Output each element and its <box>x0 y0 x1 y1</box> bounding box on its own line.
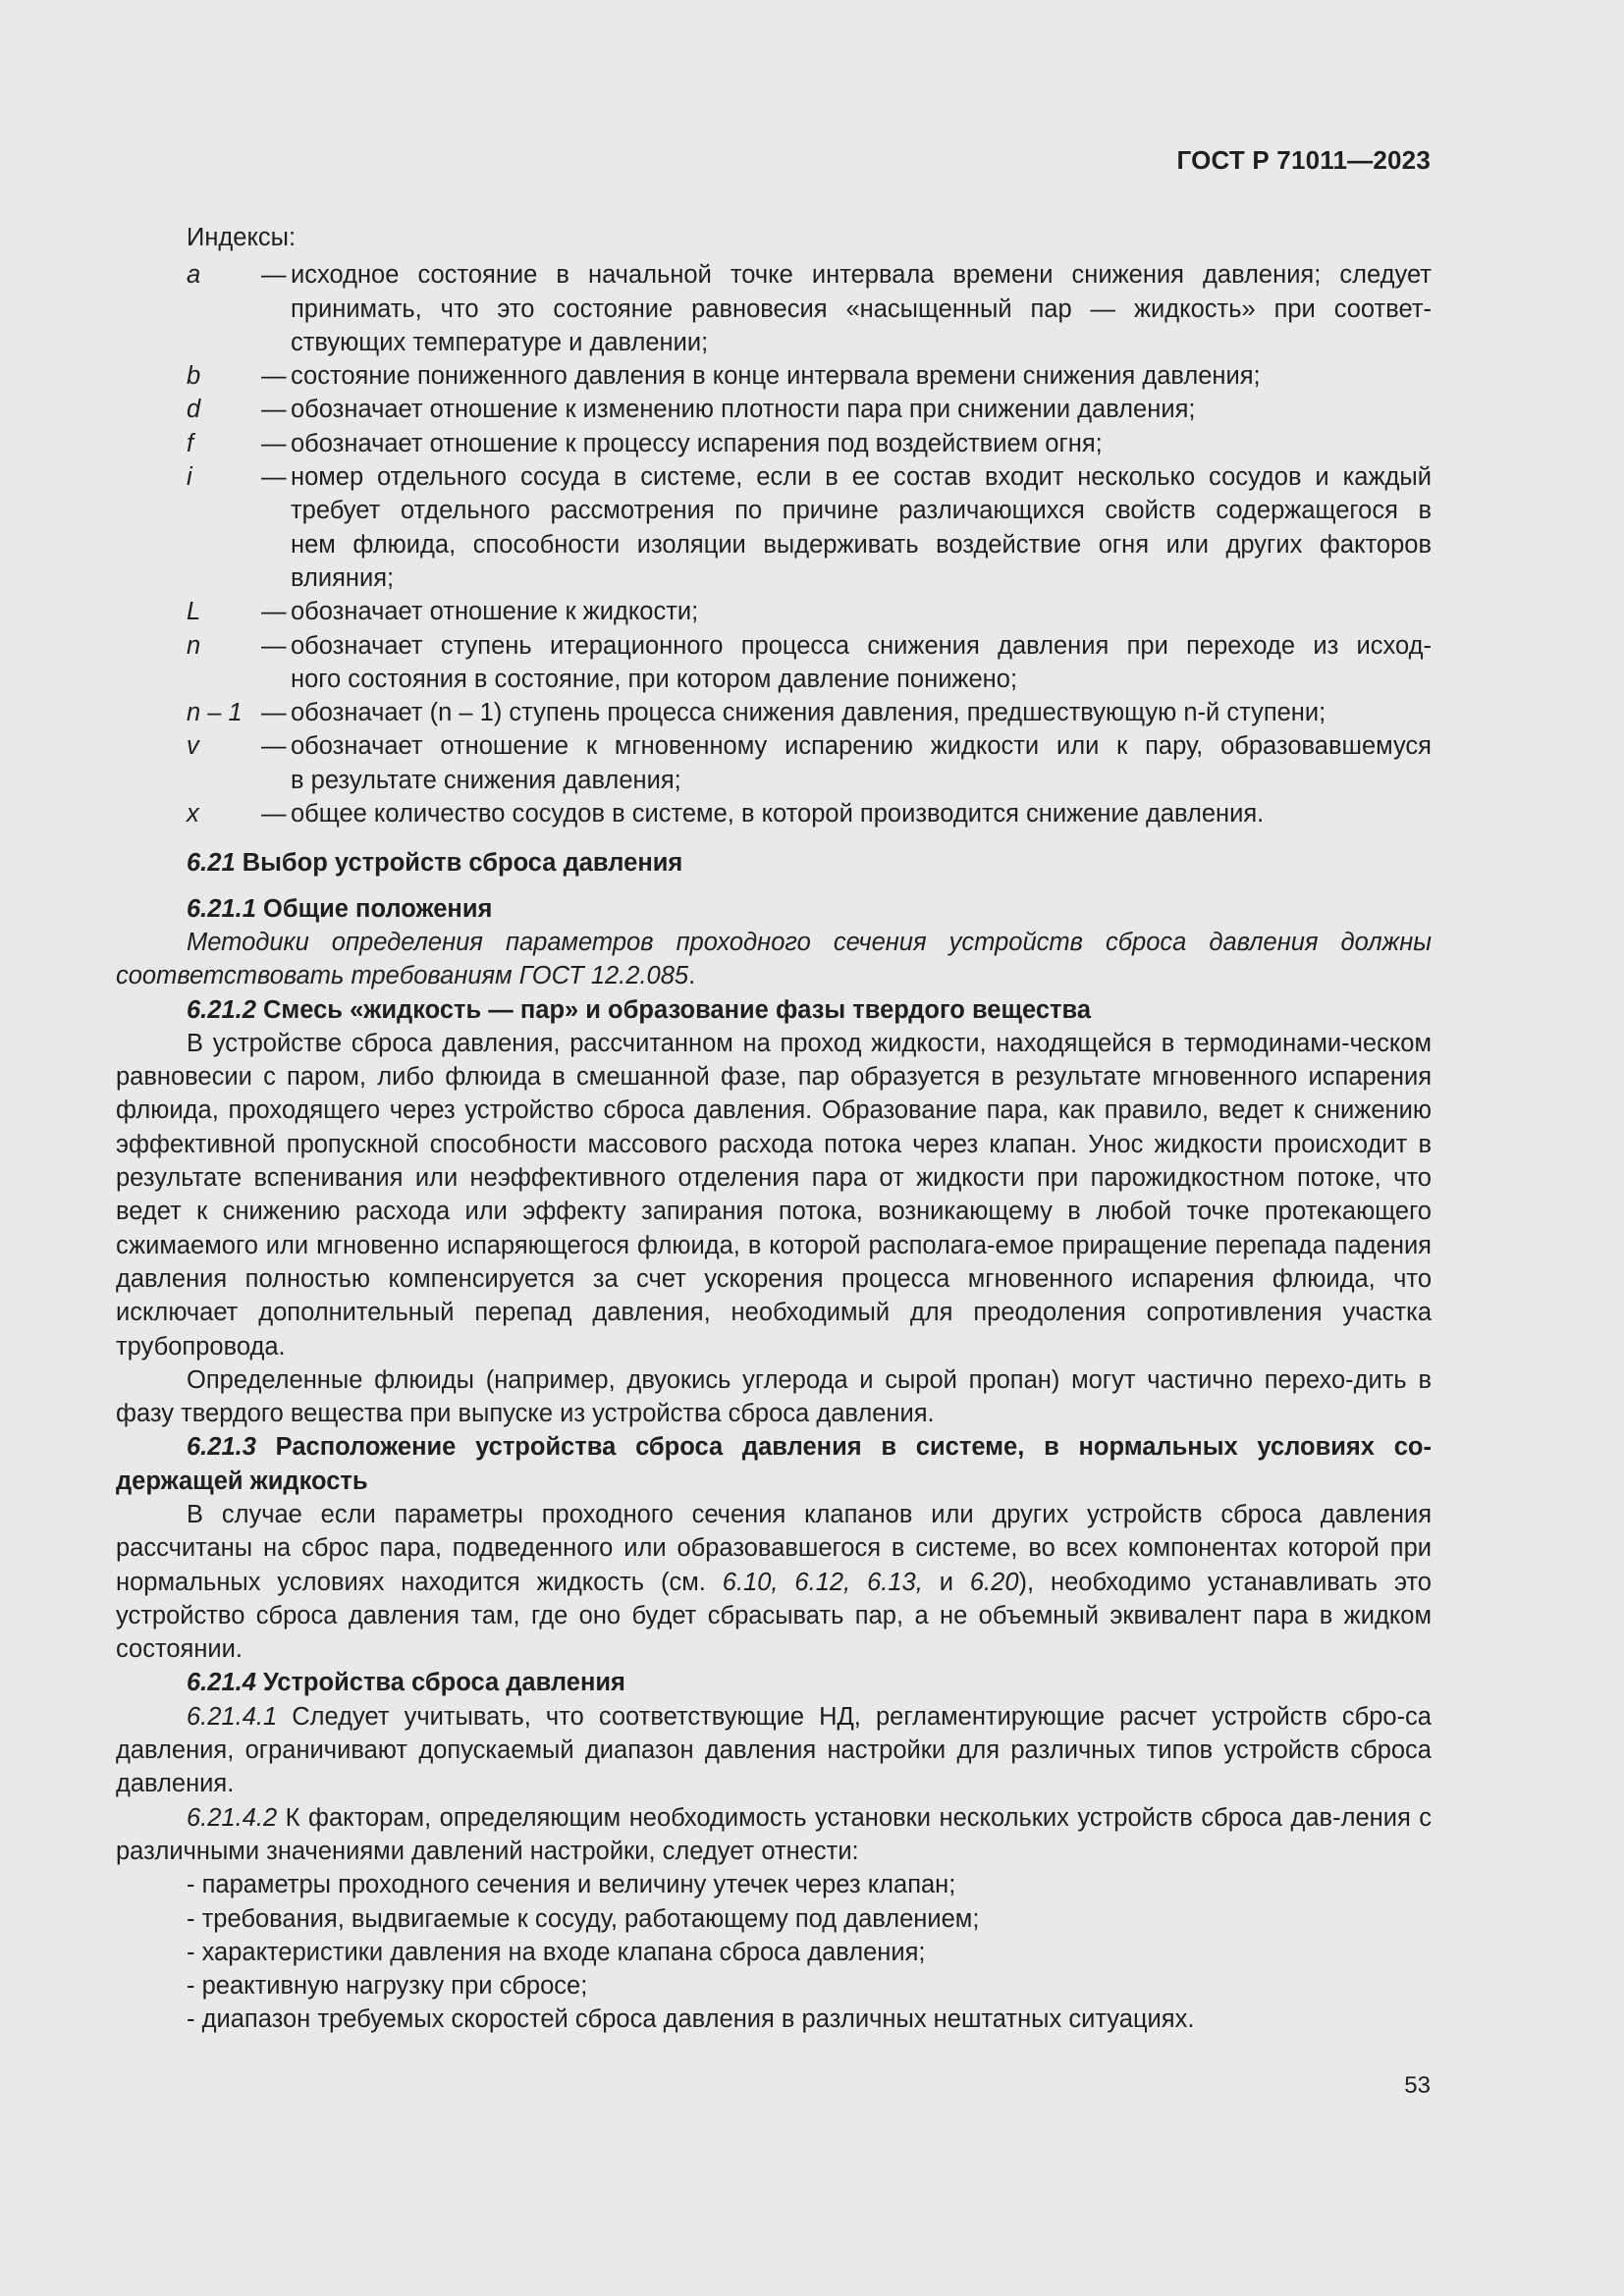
index-description-line: обозначает ступень итерационного процесса снижения давления при переходе из исход- <box>291 631 1432 660</box>
factor-item: - диапазон требуемых скоростей сброса давления в различных нештатных ситуациях. <box>187 2005 1195 2034</box>
index-description <box>291 359 1432 393</box>
factor-item: - параметры проходного сечения и величину утечек через клапан; <box>187 1871 956 1899</box>
section-6-21-1-heading <box>116 892 1432 926</box>
paragraph-end: . <box>688 962 696 990</box>
paragraph-text: В случае если параметры проходного сечения клапанов или других устройств сброса давления рассчитаны на сброс пара, подведенного или образовавшегося в системе, во всех компонентах которой при нормальных условиях находится жидкость (см. <box>116 1500 1432 1596</box>
index-description-line: исходное состояние в начальной точке интервала времени снижения давления; следует <box>291 261 1432 290</box>
indices-list <box>187 258 1432 830</box>
paragraph-line: соответствовать требованиям ГОСТ 12.2.085 <box>116 962 689 990</box>
factors-list <box>116 1868 1432 2036</box>
paragraph-line: Методики определения параметров проходного сечения устройств сброса давления должны <box>187 928 1432 956</box>
clause-reference: 6.10, 6.12, 6.13, <box>722 1568 923 1596</box>
section-6-21-3-paragraph <box>116 1498 1432 1666</box>
index-entry <box>187 460 1432 595</box>
index-description-line: обозначает отношение к процессу испарения под воздействием огня; <box>291 429 1103 457</box>
index-description-line: общее количество сосудов в системе, в которой производится снижение давления. <box>291 800 1265 828</box>
section-6-21-2-paragraph-1: В устройстве сброса давления, рассчитанном на проход жидкости, находящейся в термодинами-ческом равновесии с паром, либо флюида в смешанной фазе, пар образуется в результате мгновенного испарения флюида, проходящего через устройство сброса давления. Образование пара, как правило, ведет к снижению эффективной пропускной способности массового расхода потока через клапан. Унос жидкости происходит в результате вспенивания или неэффективного отделения пара от жидкости при парожидкостном потоке, что ведет к снижению расхода или эффекту запирания потока, возникающему в любой точке протекающего сжимаемого или мгновенно испаряющегося флюида, в которой располага-емое приращение перепада падения давления полностью компенсируется за счет ускорения процесса мгновенного испарения флюида, что исключает дополнительный перепад давления, необходимый для преодоления сопротивления участка трубопровода. <box>116 1029 1432 1361</box>
section-6-21-2-heading <box>116 993 1432 1027</box>
index-entry <box>187 696 1432 729</box>
index-description <box>291 797 1432 830</box>
index-symbol: x <box>187 800 199 828</box>
clause-number: 6.21.4.1 <box>187 1702 278 1731</box>
section-6-21-heading <box>116 846 1432 880</box>
document-code-header: ГОСТ Р 71011—2023 <box>1176 145 1431 175</box>
index-description <box>291 729 1432 797</box>
index-description-line: ного состояния в состояние, при котором давление понижено; <box>291 665 1018 693</box>
heading-line <box>116 1430 1432 1464</box>
section-6-21-2-paragraph-2: Определенные флюиды (например, двуокись углерода и сырой пропан) могут частично перехо-дить в фазу твердого вещества при выпуске из устройства сброса давления. <box>116 1365 1432 1428</box>
index-description-line: состояние пониженного давления в конце интервала времени снижения давления; <box>291 362 1261 391</box>
index-entry <box>187 629 1432 697</box>
factor-item: - требования, выдвигаемые к сосуду, работающему под давлением; <box>187 1904 980 1933</box>
index-description-line: обозначает отношение к мгновенному испарению жидкости или к пару, образовавшемуся <box>291 732 1432 761</box>
section-title: Смесь «жидкость — пар» и образование фазы твердого вещества <box>263 995 1092 1024</box>
index-dash: — <box>261 463 287 492</box>
clause-reference: 6.20 <box>969 1568 1019 1596</box>
index-symbol: n <box>187 631 201 660</box>
factor-item: - характеристики давления на входе клапана сброса давления; <box>187 1938 926 1966</box>
index-symbol: L <box>187 598 201 626</box>
section-number: 6.21.3 <box>187 1433 256 1462</box>
section-title: Общие положения <box>263 894 493 923</box>
index-description <box>291 258 1432 359</box>
index-description-line: нем флюида, способности изоляции выдерживать воздействие огня или других факторов <box>291 530 1432 559</box>
index-description-line: требует отдельного рассмотрения по причине различающихся свойств содержащегося в <box>291 497 1432 525</box>
section-6-21-1-paragraph <box>116 926 1432 993</box>
index-dash: — <box>261 699 287 727</box>
section-6-21-4-2-paragraph <box>116 1801 1432 1869</box>
section-title-line-1: Расположение устройства сброса давления в системе, в нормальных условиях со- <box>275 1433 1432 1462</box>
paragraph-text: К факторам, определяющим необходимость установки нескольких устройств сброса дав-ления с различными значениями давлений настройки, следует отнести: <box>116 1803 1432 1865</box>
index-symbol: n – 1 <box>187 699 243 727</box>
index-dash: — <box>261 429 287 457</box>
index-description <box>291 696 1432 729</box>
index-description <box>291 427 1432 460</box>
index-entry <box>187 258 1432 359</box>
index-entry <box>187 797 1432 830</box>
index-entry <box>187 729 1432 797</box>
paragraph-text: и <box>922 1568 970 1596</box>
index-symbol: b <box>187 362 201 391</box>
page-number: 53 <box>1404 2072 1431 2099</box>
clause-number: 6.21.4.2 <box>187 1803 278 1832</box>
index-description-line: принимать, что это состояние равновесия «насыщенный пар — жидкость» при соответ- <box>291 294 1432 323</box>
index-entry <box>187 359 1432 393</box>
paragraph-text: ), необходимо устанавливать это устройство сброса давления там, где оно будет сбрасывать пар, а не объемный эквивалент пара в жидком состоянии. <box>116 1568 1432 1664</box>
index-symbol: f <box>187 429 194 457</box>
section-number: 6.21.1 <box>187 894 256 923</box>
index-description <box>291 629 1432 697</box>
index-description <box>291 393 1432 426</box>
index-description-line: ствующих температуре и давлении; <box>291 328 709 356</box>
section-6-21-3-heading <box>116 1430 1432 1498</box>
index-dash: — <box>261 598 287 626</box>
index-dash: — <box>261 362 287 391</box>
index-description <box>291 595 1432 628</box>
index-description-line: обозначает отношение к жидкости; <box>291 598 699 626</box>
index-description-line: в результате снижения давления; <box>291 766 681 794</box>
index-description-line: обозначает отношение к изменению плотности пара при снижении давления; <box>291 396 1196 424</box>
factor-item: - реактивную нагрузку при сбросе; <box>187 1972 588 2001</box>
index-entry <box>187 393 1432 426</box>
section-6-21-4-1-paragraph <box>116 1700 1432 1801</box>
index-symbol: i <box>187 463 192 492</box>
section-number: 6.21 <box>187 849 236 878</box>
index-entry <box>187 595 1432 628</box>
index-entry <box>187 427 1432 460</box>
index-symbol: v <box>187 732 199 761</box>
index-symbol: a <box>187 261 201 290</box>
section-title: Устройства сброса давления <box>263 1669 625 1697</box>
index-description <box>291 460 1432 595</box>
index-description-line: номер отдельного сосуда в системе, если в ее состав входит несколько сосудов и каждый <box>291 463 1432 492</box>
page-content <box>116 221 1432 2037</box>
section-number: 6.21.2 <box>187 995 256 1024</box>
section-title: Выбор устройств сброса давления <box>242 849 683 878</box>
index-dash: — <box>261 800 287 828</box>
section-6-21-4-heading <box>116 1666 1432 1699</box>
index-dash: — <box>261 631 287 660</box>
index-description-line: влияния; <box>291 563 395 592</box>
indices-title: Индексы: <box>187 224 297 251</box>
section-title-line-2: держащей жидкость <box>116 1467 368 1495</box>
paragraph-text: Следует учитывать, что соответствующие НД, регламентирующие расчет устройств сбро-са давления, ограничивают допускаемый диапазон давления настройки для различных типов устройств сброса давления. <box>116 1702 1432 1798</box>
index-description-line: обозначает (n – 1) ступень процесса снижения давления, предшествующую n-й ступени; <box>291 699 1326 727</box>
section-number: 6.21.4 <box>187 1669 256 1697</box>
index-dash: — <box>261 732 287 761</box>
index-dash: — <box>261 396 287 424</box>
index-dash: — <box>261 261 287 290</box>
index-symbol: d <box>187 396 201 424</box>
